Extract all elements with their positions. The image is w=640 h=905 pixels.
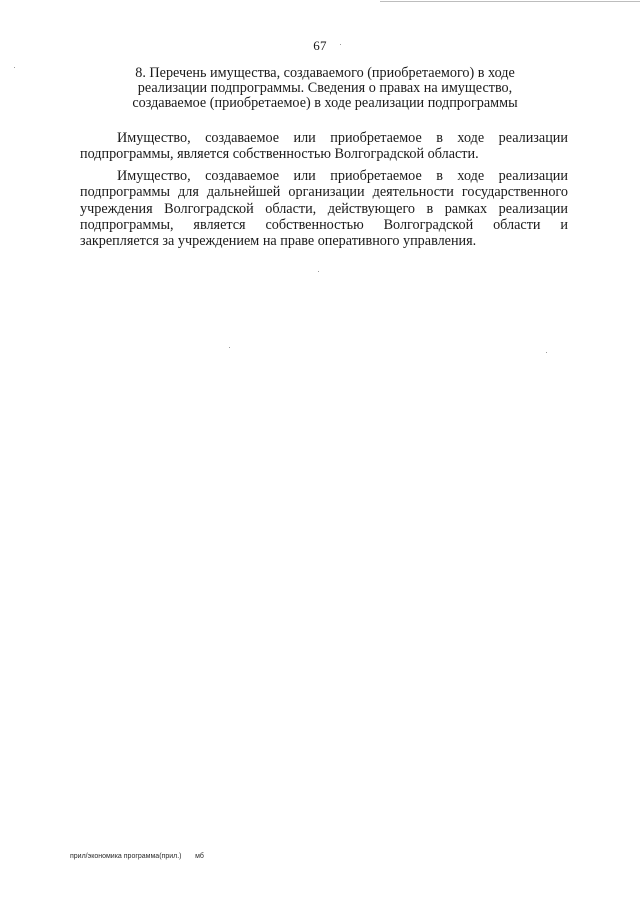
paragraph-operational-management: Имущество, создаваемое или приобретаемое в ходе реализации подпрограммы для дальнейшей организации деятельности государственного учреждения Волгоградской области, действующего в рамках реализации подпрограммы, является собственностью Волгоградской области и закрепляется за учреждением на праве оперативного управления. [80, 167, 568, 250]
section-body [80, 130, 568, 250]
scan-speck [318, 271, 319, 272]
paragraph-ownership: Имущество, создаваемое или приобретаемое в ходе реализации подпрограммы, является собственностью Волгоградской области. [80, 130, 568, 163]
top-edge-rule [380, 1, 640, 2]
scan-speck [229, 347, 230, 348]
footer-path-text: прил/экономика программа(прил.) [70, 853, 182, 860]
section-heading-line-1: 8. Перечень имущества, создаваемого (приобретаемого) в ходе [135, 65, 515, 81]
section-heading [95, 66, 555, 111]
page-number: 67 [313, 38, 327, 53]
footer-file-path [70, 853, 204, 860]
scan-speck [546, 352, 547, 353]
section-heading-line-3: создаваемое (приобретаемое) в ходе реализации подпрограммы [132, 95, 518, 111]
section-heading-line-2: реализации подпрограммы. Сведения о правах на имущество, [137, 80, 513, 96]
scan-speck [14, 67, 15, 68]
footer-mark: мб [195, 853, 204, 860]
scan-speck [340, 44, 341, 45]
